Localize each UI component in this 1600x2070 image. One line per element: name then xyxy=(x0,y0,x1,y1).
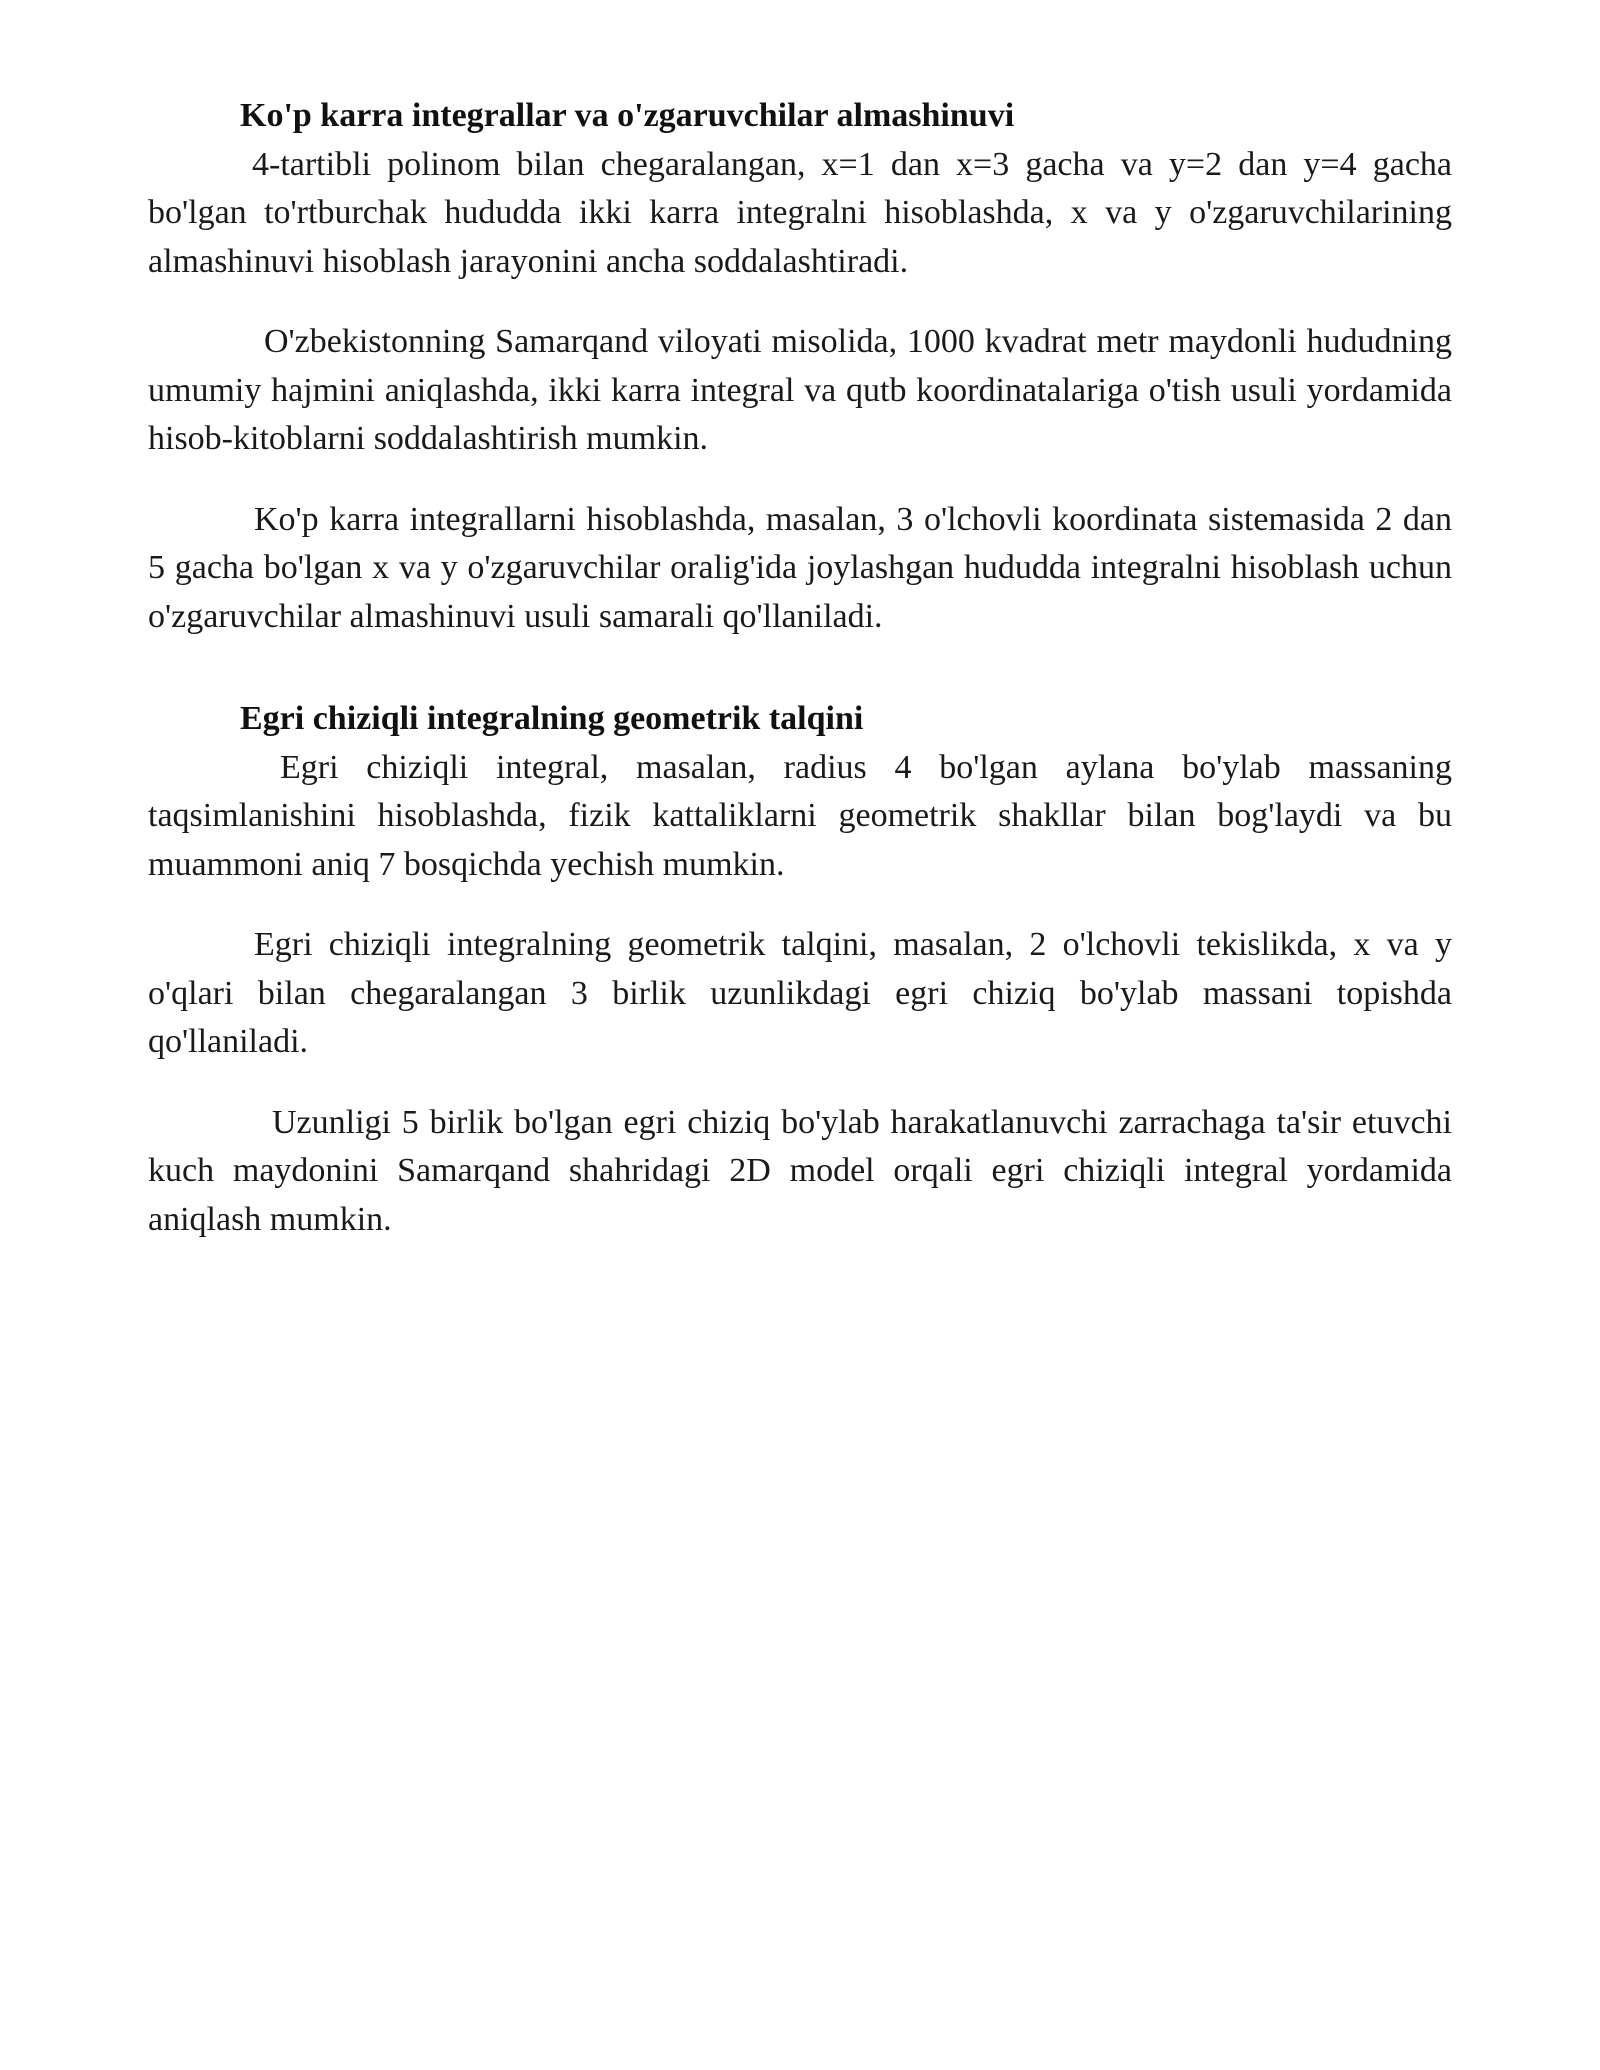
section-heading-multiple-integrals: Ko'p karra integrallar va o'zgaruvchilar almashinuvi xyxy=(240,97,1015,134)
section-divider-space xyxy=(148,673,1452,695)
paragraph: Egri chiziqli integral, masalan, radius 4 bo'lgan aylana bo'ylab massaning taqsimlanishini hisoblashda, fizik kattaliklarni geometrik shakllar bilan bog'laydi va bu muammoni aniq 7 bosqichda yechish mumkin. xyxy=(148,748,1452,883)
document-body xyxy=(148,92,1452,1244)
paragraph: O'zbekistonning Samarqand viloyati misolida, 1000 kvadrat metr maydonli hududning umumiy hajmini aniqlashda, ikki karra integral va qutb koordinatalariga o'tish usuli yordamida hisob-kitoblarni soddalashtirish mumkin. xyxy=(148,323,1452,457)
paragraph: Egri chiziqli integralning geometrik talqini, masalan, 2 o'lchovli tekislikda, x va y o'qlari bilan chegaralangan 3 birlik uzunlikdagi egri chiziq bo'ylab massani topishda qo'llaniladi. xyxy=(148,926,1452,1060)
paragraph: Uzunligi 5 birlik bo'lgan egri chiziq bo'ylab harakatlanuvchi zarrachaga ta'sir etuvchi kuch maydonini Samarqand shahridagi 2D model orqali egri chiziqli integral yordamida aniqlash mumkin. xyxy=(148,1103,1452,1238)
section-heading-line-integrals: Egri chiziqli integralning geometrik talqini xyxy=(240,700,864,737)
paragraph: Ko'p karra integrallarni hisoblashda, masalan, 3 o'lchovli koordinata sistemasida 2 dan 5 gacha bo'lgan x va y o'zgaruvchilar oralig'ida joylashgan hududda integralni hisoblash uchun o'zgaruvchilar almashinuvi usuli samarali qo'llaniladi. xyxy=(148,500,1452,635)
paragraph: 4-tartibli polinom bilan chegaralangan, x=1 dan x=3 gacha va y=2 dan y=4 gacha bo'lgan to'rtburchak hududda ikki karra integralni hisoblashda, x va y o'zgaruvchilarining almashinuvi hisoblash jarayonini ancha soddalashtiradi. xyxy=(148,145,1452,280)
